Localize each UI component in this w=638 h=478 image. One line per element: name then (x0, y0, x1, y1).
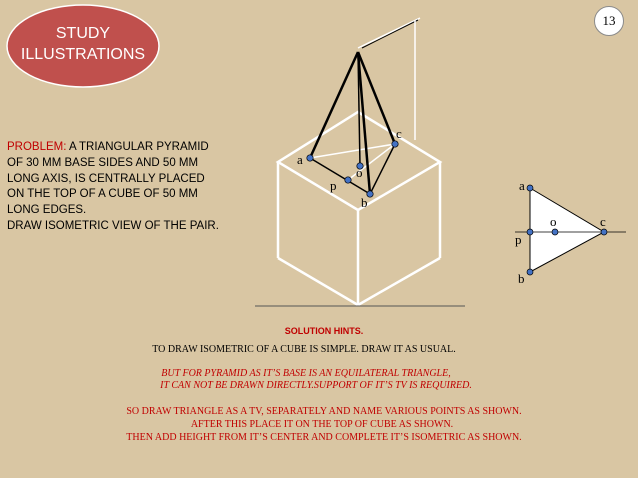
tv-label-p: p (515, 232, 522, 247)
pyramid-base-bc (370, 144, 395, 194)
tv-point-p-marker (527, 229, 533, 235)
iso-label-p: p (330, 178, 337, 193)
problem-line-4: ON THE TOP OF A CUBE OF 50 MM (7, 188, 198, 201)
tv-point-a-marker (527, 185, 533, 191)
study-illustrations-badge (4, 2, 154, 92)
tv-label-c: c (600, 214, 606, 229)
tv-label-o: o (550, 214, 557, 229)
cube-edge-bottom-right (358, 258, 440, 305)
point-p-marker (345, 177, 351, 183)
axis-projector-2 (362, 20, 418, 48)
iso-label-a: a (297, 152, 303, 167)
iso-label-o: o (356, 165, 363, 180)
hint-line-3: IT CAN NOT BE DRAWN DIRECTLY.SUPPORT OF IT’S TV IS REQUIRED. (160, 380, 472, 391)
point-b-marker (367, 191, 373, 197)
top-view-triangle (515, 178, 626, 286)
badge-line-2: ILLUSTRATIONS (20, 46, 146, 63)
problem-line-5: LONG EDGES. (7, 204, 87, 217)
problem-line-2: OF 30 MM BASE SIDES AND 50 MM (7, 156, 199, 169)
pyramid (310, 52, 395, 194)
badge-text (4, 23, 162, 65)
iso-label-b: b (361, 195, 368, 210)
tv-point-b-marker (527, 269, 533, 275)
page-number: 13 (594, 6, 624, 36)
iso-point-labels (297, 126, 402, 210)
hint-line-1: TO DRAW ISOMETRIC OF A CUBE IS SIMPLE. DRAW IT AS USUAL. (152, 344, 456, 355)
problem-line-6: DRAW ISOMETRIC VIEW OF THE PAIR. (7, 219, 219, 232)
pyramid-edge-apex-a (310, 52, 358, 158)
hints-title: SOLUTION HINTS. (284, 326, 364, 336)
tv-label-b: b (518, 271, 525, 286)
base-construction-line (310, 144, 395, 158)
point-c-marker (392, 141, 398, 147)
tv-label-a: a (519, 178, 525, 193)
axis-projector (358, 18, 420, 48)
hint-line-6: THEN ADD HEIGHT FROM IT’S CENTER AND COMPLETE IT’S ISOMETRIC AS SHOWN. (126, 432, 522, 443)
problem-line-1 (7, 140, 252, 156)
hint-line-5: AFTER THIS PLACE IT ON THE TOP OF CUBE AS SHOWN. (190, 419, 454, 430)
tv-point-o-marker (552, 229, 558, 235)
badge-line-1: STUDY (55, 25, 111, 42)
tv-point-c-marker (601, 229, 607, 235)
hint-line-2: BUT FOR PYRAMID AS IT’S BASE IS AN EQUILATERAL TRIANGLE, (161, 368, 451, 379)
problem-statement (7, 140, 252, 235)
problem-line-3: LONG AXIS, IS CENTRALLY PLACED (7, 172, 205, 185)
cube-edge-bottom-left (278, 258, 358, 305)
problem-text-1: A TRIANGULAR PYRAMID (66, 141, 209, 153)
hint-line-4: SO DRAW TRIANGLE AS A TV, SEPARATELY AND NAME VARIOUS POINTS AS SHOWN. (126, 406, 522, 417)
point-a-marker (307, 155, 313, 161)
problem-label: PROBLEM: (7, 141, 67, 153)
iso-label-c: c (396, 126, 402, 141)
tv-triangle-fill (530, 188, 604, 272)
